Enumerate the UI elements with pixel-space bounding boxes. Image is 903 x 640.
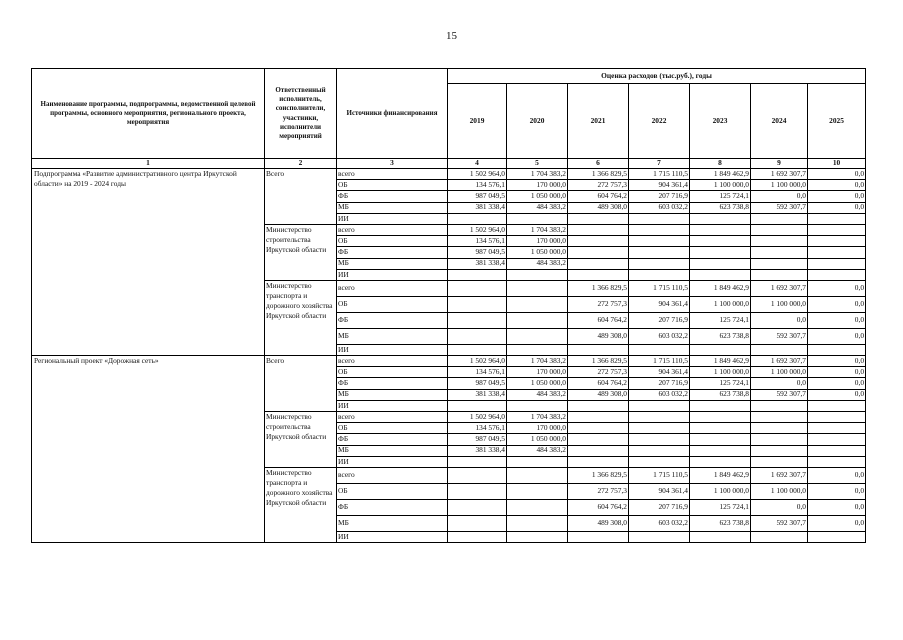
amount-cell: 904 361,4 (629, 367, 690, 378)
header-year: 2025 (808, 84, 866, 159)
amount-cell: 0,0 (751, 499, 808, 515)
amount-cell (448, 312, 507, 328)
amount-cell: 592 307,7 (751, 202, 808, 213)
amount-cell (448, 213, 507, 224)
amount-cell: 170 000,0 (507, 367, 568, 378)
amount-cell (629, 269, 690, 280)
amount-cell: 1 692 307,7 (751, 356, 808, 367)
amount-cell: 1 849 462,9 (690, 280, 751, 296)
amount-cell: 489 308,0 (568, 328, 629, 344)
amount-cell: 125 724,1 (690, 499, 751, 515)
amount-cell (629, 434, 690, 445)
amount-cell: 592 307,7 (751, 389, 808, 400)
funding-source-cell: МБ (337, 389, 448, 400)
amount-cell (808, 423, 866, 434)
amount-cell: 1 704 383,2 (507, 412, 568, 423)
amount-cell: 904 361,4 (629, 296, 690, 312)
amount-cell (690, 423, 751, 434)
amount-cell (568, 344, 629, 355)
amount-cell: 272 757,3 (568, 483, 629, 499)
amount-cell: 1 100 000,0 (690, 296, 751, 312)
header-year: 2019 (448, 84, 507, 159)
header-year: 2020 (507, 84, 568, 159)
amount-cell (629, 445, 690, 456)
amount-cell: 0,0 (808, 328, 866, 344)
amount-cell: 381 338,4 (448, 389, 507, 400)
funding-source-cell: всего (337, 280, 448, 296)
amount-cell (629, 423, 690, 434)
amount-cell: 1 366 829,5 (568, 356, 629, 367)
amount-cell (808, 445, 866, 456)
funding-source-cell: ИИ (337, 344, 448, 355)
amount-cell (808, 412, 866, 423)
amount-cell: 484 383,2 (507, 445, 568, 456)
amount-cell (808, 269, 866, 280)
amount-cell: 603 032,2 (629, 202, 690, 213)
amount-cell: 1 100 000,0 (751, 367, 808, 378)
amount-cell (448, 531, 507, 542)
amount-cell: 1 715 110,5 (629, 280, 690, 296)
amount-cell: 1 692 307,7 (751, 280, 808, 296)
amount-cell: 170 000,0 (507, 180, 568, 191)
amount-cell (808, 344, 866, 355)
amount-cell: 987 049,5 (448, 247, 507, 258)
amount-cell: 272 757,3 (568, 367, 629, 378)
header-year: 2024 (751, 84, 808, 159)
amount-cell: 1 692 307,7 (751, 169, 808, 180)
amount-cell: 1 366 829,5 (568, 467, 629, 483)
amount-cell (690, 224, 751, 235)
amount-cell (448, 344, 507, 355)
amount-cell: 0,0 (751, 312, 808, 328)
funding-source-cell: всего (337, 224, 448, 235)
amount-cell (507, 269, 568, 280)
amount-cell (808, 236, 866, 247)
amount-cell (568, 412, 629, 423)
amount-cell: 987 049,5 (448, 191, 507, 202)
funding-source-cell: МБ (337, 328, 448, 344)
amount-cell: 0,0 (808, 499, 866, 515)
amount-cell: 125 724,1 (690, 312, 751, 328)
amount-cell: 0,0 (751, 378, 808, 389)
amount-cell (751, 400, 808, 411)
amount-cell (568, 236, 629, 247)
amount-cell (448, 328, 507, 344)
amount-cell (751, 445, 808, 456)
executor-cell: Министерство транспорта и дорожного хозяйства Иркутской области (265, 467, 337, 542)
amount-cell: 623 738,8 (690, 202, 751, 213)
amount-cell: 170 000,0 (507, 423, 568, 434)
funding-source-cell: ФБ (337, 499, 448, 515)
program-name-cell: Подпрограмма «Развитие административного центра Иркутской области» на 2019 - 2024 годы (32, 169, 265, 356)
amount-cell: 1 100 000,0 (751, 180, 808, 191)
amount-cell: 1 100 000,0 (751, 296, 808, 312)
amount-cell: 134 576,1 (448, 180, 507, 191)
amount-cell (629, 344, 690, 355)
funding-source-cell: ОБ (337, 180, 448, 191)
executor-cell: Министерство строительства Иркутской области (265, 412, 337, 468)
amount-cell (751, 258, 808, 269)
amount-cell: 1 715 110,5 (629, 169, 690, 180)
funding-source-cell: ОБ (337, 483, 448, 499)
amount-cell: 0,0 (751, 191, 808, 202)
amount-cell: 207 716,9 (629, 499, 690, 515)
amount-cell: 1 100 000,0 (751, 483, 808, 499)
amount-cell (448, 280, 507, 296)
amount-cell (690, 434, 751, 445)
funding-source-cell: ИИ (337, 531, 448, 542)
amount-cell (690, 269, 751, 280)
funding-source-cell: всего (337, 356, 448, 367)
amount-cell: 1 849 462,9 (690, 467, 751, 483)
amount-cell (448, 483, 507, 499)
amount-cell (751, 434, 808, 445)
amount-cell (568, 531, 629, 542)
amount-cell: 1 715 110,5 (629, 356, 690, 367)
amount-cell (568, 445, 629, 456)
amount-cell (507, 312, 568, 328)
amount-cell (629, 213, 690, 224)
header-executor: Ответственный исполнитель, соисполнители, участники, исполнители мероприятий (265, 69, 337, 159)
amount-cell (507, 280, 568, 296)
amount-cell: 0,0 (808, 378, 866, 389)
amount-cell: 489 308,0 (568, 389, 629, 400)
amount-cell: 623 738,8 (690, 328, 751, 344)
amount-cell: 904 361,4 (629, 483, 690, 499)
amount-cell: 623 738,8 (690, 515, 751, 531)
amount-cell (448, 400, 507, 411)
header-funding-source: Источники финансирования (337, 69, 448, 159)
funding-source-cell: ФБ (337, 312, 448, 328)
amount-cell: 603 032,2 (629, 515, 690, 531)
amount-cell (808, 434, 866, 445)
amount-cell: 592 307,7 (751, 515, 808, 531)
amount-cell (629, 224, 690, 235)
amount-cell: 1 050 000,0 (507, 434, 568, 445)
column-number: 5 (507, 159, 568, 169)
amount-cell: 1 692 307,7 (751, 467, 808, 483)
amount-cell (448, 499, 507, 515)
amount-cell: 603 032,2 (629, 328, 690, 344)
amount-cell: 0,0 (808, 312, 866, 328)
column-numbers-row (32, 159, 866, 169)
amount-cell: 207 716,9 (629, 378, 690, 389)
amount-cell (568, 224, 629, 235)
amount-cell: 603 032,2 (629, 389, 690, 400)
funding-source-cell: ФБ (337, 434, 448, 445)
amount-cell: 987 049,5 (448, 434, 507, 445)
amount-cell (448, 269, 507, 280)
amount-cell (751, 224, 808, 235)
amount-cell (808, 247, 866, 258)
amount-cell (808, 531, 866, 542)
amount-cell: 484 383,2 (507, 389, 568, 400)
column-number: 3 (337, 159, 448, 169)
funding-source-cell: ОБ (337, 367, 448, 378)
amount-cell (507, 456, 568, 467)
executor-cell: Министерство транспорта и дорожного хозяйства Иркутской области (265, 280, 337, 355)
amount-cell (568, 269, 629, 280)
amount-cell: 125 724,1 (690, 191, 751, 202)
amount-cell (629, 236, 690, 247)
amount-cell (751, 456, 808, 467)
amount-cell: 604 764,2 (568, 312, 629, 328)
column-number: 7 (629, 159, 690, 169)
amount-cell (568, 213, 629, 224)
amount-cell (507, 499, 568, 515)
amount-cell (808, 258, 866, 269)
amount-cell: 604 764,2 (568, 378, 629, 389)
amount-cell: 381 338,4 (448, 445, 507, 456)
amount-cell: 1 502 964,0 (448, 356, 507, 367)
amount-cell: 1 849 462,9 (690, 169, 751, 180)
header-year: 2022 (629, 84, 690, 159)
amount-cell: 134 576,1 (448, 367, 507, 378)
amount-cell (690, 344, 751, 355)
header-year: 2023 (690, 84, 751, 159)
table-row (32, 169, 866, 180)
funding-source-cell: МБ (337, 202, 448, 213)
amount-cell: 1 704 383,2 (507, 356, 568, 367)
page-number: 15 (446, 30, 457, 42)
amount-cell (507, 296, 568, 312)
amount-cell: 207 716,9 (629, 191, 690, 202)
amount-cell (507, 328, 568, 344)
amount-cell: 0,0 (808, 296, 866, 312)
amount-cell: 1 050 000,0 (507, 247, 568, 258)
amount-cell (629, 258, 690, 269)
amount-cell (690, 236, 751, 247)
funding-source-cell: ОБ (337, 423, 448, 434)
amount-cell (690, 412, 751, 423)
amount-cell (808, 400, 866, 411)
amount-cell: 623 738,8 (690, 389, 751, 400)
amount-cell (629, 400, 690, 411)
column-number: 10 (808, 159, 866, 169)
funding-source-cell: ИИ (337, 400, 448, 411)
amount-cell: 0,0 (808, 515, 866, 531)
amount-cell: 0,0 (808, 356, 866, 367)
amount-cell: 1 502 964,0 (448, 412, 507, 423)
amount-cell (751, 269, 808, 280)
amount-cell: 0,0 (808, 180, 866, 191)
table-row (32, 356, 866, 367)
amount-cell: 0,0 (808, 191, 866, 202)
amount-cell (568, 456, 629, 467)
funding-source-cell: ИИ (337, 269, 448, 280)
expenses-table (31, 68, 866, 543)
amount-cell: 484 383,2 (507, 258, 568, 269)
column-number: 6 (568, 159, 629, 169)
amount-cell: 592 307,7 (751, 328, 808, 344)
amount-cell: 1 366 829,5 (568, 280, 629, 296)
amount-cell (629, 247, 690, 258)
header-program-name: Наименование программы, подпрограммы, ведомственной целевой программы, основного мероприятия, регионального проекта, мероприятия (32, 69, 265, 159)
amount-cell: 1 100 000,0 (690, 367, 751, 378)
funding-source-cell: МБ (337, 515, 448, 531)
amount-cell (751, 213, 808, 224)
amount-cell (690, 400, 751, 411)
amount-cell: 0,0 (808, 202, 866, 213)
amount-cell (448, 456, 507, 467)
amount-cell (690, 247, 751, 258)
amount-cell: 134 576,1 (448, 423, 507, 434)
amount-cell (507, 531, 568, 542)
amount-cell (690, 456, 751, 467)
amount-cell: 0,0 (808, 389, 866, 400)
amount-cell: 1 100 000,0 (690, 483, 751, 499)
amount-cell: 0,0 (808, 280, 866, 296)
amount-cell: 604 764,2 (568, 191, 629, 202)
amount-cell (690, 531, 751, 542)
funding-source-cell: МБ (337, 445, 448, 456)
amount-cell (448, 296, 507, 312)
amount-cell (808, 213, 866, 224)
amount-cell: 1 849 462,9 (690, 356, 751, 367)
amount-cell (507, 344, 568, 355)
column-number: 4 (448, 159, 507, 169)
amount-cell (507, 467, 568, 483)
amount-cell (751, 236, 808, 247)
amount-cell (507, 483, 568, 499)
column-number: 8 (690, 159, 751, 169)
amount-cell (690, 213, 751, 224)
amount-cell: 1 366 829,5 (568, 169, 629, 180)
amount-cell: 207 716,9 (629, 312, 690, 328)
amount-cell (568, 258, 629, 269)
funding-source-cell: ОБ (337, 236, 448, 247)
amount-cell: 987 049,5 (448, 378, 507, 389)
amount-cell (751, 247, 808, 258)
amount-cell: 1 050 000,0 (507, 378, 568, 389)
executor-cell: Всего (265, 356, 337, 412)
amount-cell: 1 050 000,0 (507, 191, 568, 202)
amount-cell (751, 423, 808, 434)
amount-cell (448, 467, 507, 483)
amount-cell: 0,0 (808, 367, 866, 378)
amount-cell: 1 704 383,2 (507, 169, 568, 180)
amount-cell (690, 445, 751, 456)
amount-cell (507, 213, 568, 224)
amount-cell (751, 344, 808, 355)
amount-cell: 489 308,0 (568, 202, 629, 213)
funding-source-cell: всего (337, 169, 448, 180)
amount-cell (808, 224, 866, 235)
amount-cell: 0,0 (808, 483, 866, 499)
amount-cell: 381 338,4 (448, 202, 507, 213)
amount-cell (448, 515, 507, 531)
amount-cell (568, 423, 629, 434)
amount-cell: 489 308,0 (568, 515, 629, 531)
amount-cell: 484 383,2 (507, 202, 568, 213)
funding-source-cell: МБ (337, 258, 448, 269)
executor-cell: Всего (265, 169, 337, 225)
amount-cell: 904 361,4 (629, 180, 690, 191)
funding-source-cell: всего (337, 412, 448, 423)
column-number: 2 (265, 159, 337, 169)
funding-source-cell: ФБ (337, 378, 448, 389)
amount-cell: 1 502 964,0 (448, 224, 507, 235)
executor-cell: Министерство строительства Иркутской области (265, 224, 337, 280)
amount-cell: 0,0 (808, 169, 866, 180)
amount-cell: 1 715 110,5 (629, 467, 690, 483)
amount-cell (751, 531, 808, 542)
amount-cell: 604 764,2 (568, 499, 629, 515)
amount-cell (690, 258, 751, 269)
funding-source-cell: ОБ (337, 296, 448, 312)
amount-cell: 125 724,1 (690, 378, 751, 389)
amount-cell: 381 338,4 (448, 258, 507, 269)
amount-cell: 272 757,3 (568, 296, 629, 312)
funding-source-cell: ИИ (337, 456, 448, 467)
amount-cell (751, 412, 808, 423)
table-body (32, 169, 866, 543)
amount-cell: 1 100 000,0 (690, 180, 751, 191)
amount-cell: 1 704 383,2 (507, 224, 568, 235)
amount-cell (629, 412, 690, 423)
funding-source-cell: ИИ (337, 213, 448, 224)
header-cost-estimate: Оценка расходов (тыс.руб.), годы (448, 69, 866, 84)
funding-source-cell: ФБ (337, 191, 448, 202)
column-number: 9 (751, 159, 808, 169)
amount-cell: 134 576,1 (448, 236, 507, 247)
amount-cell: 1 502 964,0 (448, 169, 507, 180)
amount-cell (568, 247, 629, 258)
amount-cell (568, 400, 629, 411)
program-name-cell: Региональный проект «Дорожная сеть» (32, 356, 265, 543)
amount-cell (507, 400, 568, 411)
funding-source-cell: ФБ (337, 247, 448, 258)
amount-cell (629, 531, 690, 542)
amount-cell: 272 757,3 (568, 180, 629, 191)
header-year: 2021 (568, 84, 629, 159)
amount-cell (568, 434, 629, 445)
funding-source-cell: всего (337, 467, 448, 483)
column-number: 1 (32, 159, 265, 169)
table-header (32, 69, 866, 169)
amount-cell (629, 456, 690, 467)
amount-cell (808, 456, 866, 467)
amount-cell: 170 000,0 (507, 236, 568, 247)
amount-cell: 0,0 (808, 467, 866, 483)
amount-cell (507, 515, 568, 531)
